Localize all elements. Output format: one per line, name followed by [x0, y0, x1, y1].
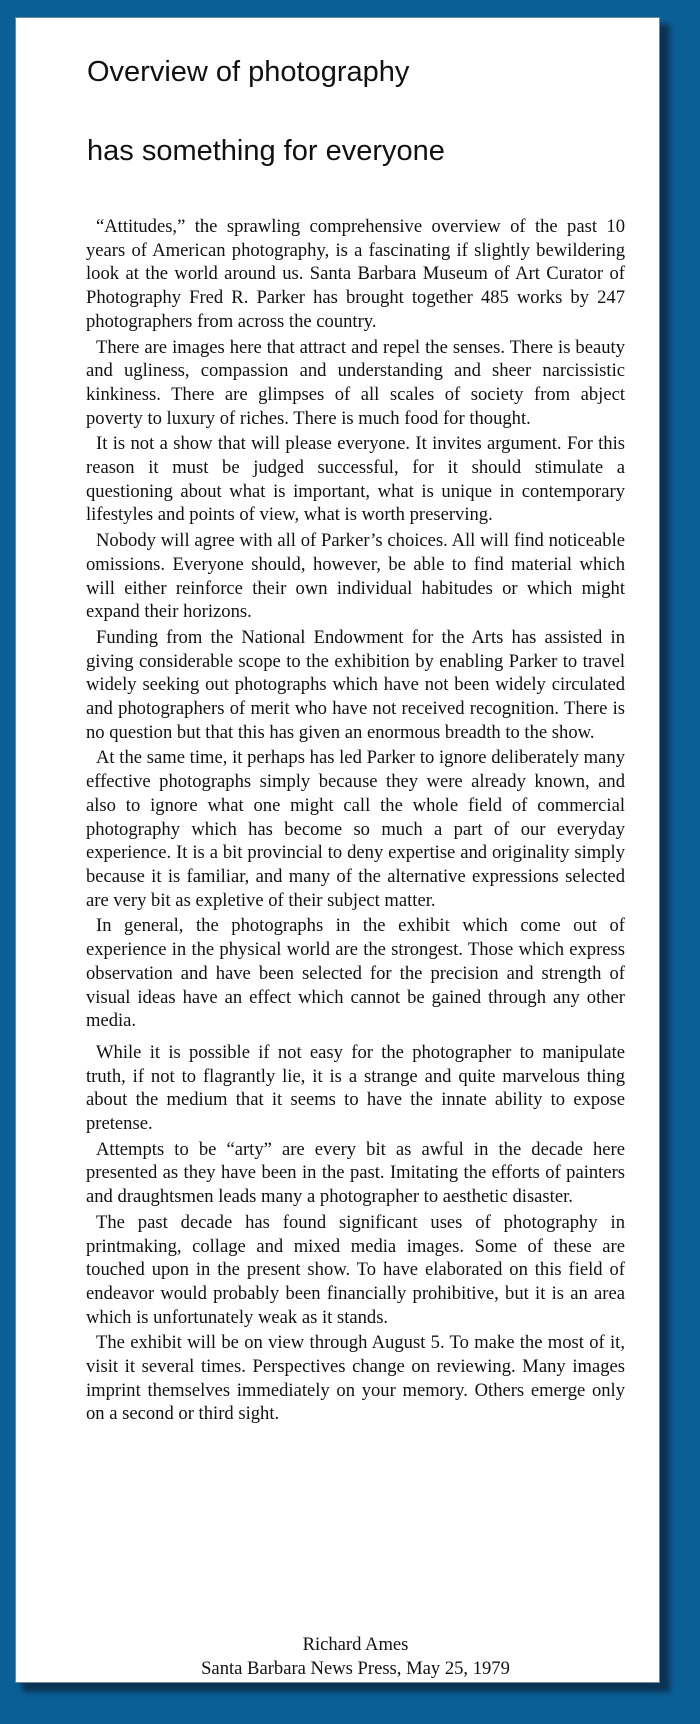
paragraph: “Attitudes,” the sprawling comprehensive overview of the past 10 years of American photography, is a fascinating if slightly bewildering look at the world around us. Santa Barbara Museum of Art Curator of Photography Fred R. Parker has brought together 485 works by 247 photographers from across the country. — [86, 216, 625, 332]
paragraph: At the same time, it perhaps has led Parker to ignore deliberately many effective photographs simply because they were already known, and also to ignore what one might call the whole field of commercial photography which has become so much a part of our everyday experience. It is a bit provincial to deny expertise and originality simply because it is familiar, and many of the alternative expressions selected are very bit as expletive of their subject matter. — [86, 747, 625, 911]
headline-line-2: has something for everyone — [87, 135, 445, 167]
article-page — [15, 17, 660, 1683]
source-citation: Santa Barbara News Press, May 25, 1979 — [201, 1657, 510, 1679]
paragraph: There are images here that attract and repel the senses. There is beauty and ugliness, compassion and understanding and sheer narcissistic kinkiness. There are glimpses of all scales of society from abject poverty to luxury of riches. There is much food for thought. — [86, 336, 625, 429]
article-body — [86, 215, 625, 1428]
paragraph: It is not a show that will please everyone. It invites argument. For this reason it must be judged successful, for it should stimulate a questioning about what is important, what is unique in contemporary lifestyles and points of view, what is worth preserving. — [86, 433, 625, 526]
author-name: Richard Ames — [302, 1634, 409, 1655]
paragraph: Funding from the National Endowment for the Arts has assisted in giving considerable scope to the exhibition by enabling Parker to travel widely seeking out photographs which have not been widely circulated and photographers of merit who have not received recognition. There is no question but that this has given an enormous breadth to the show. — [86, 626, 625, 743]
paragraph: In general, the photographs in the exhibit which come out of experience in the physical world are the strongest. Those which express observation and have been selected for the precision and strength of visual ideas have an effect which cannot be gained through any other media. — [86, 915, 625, 1032]
paragraph: Nobody will agree with all of Parker’s choices. All will find noticeable omissions. Everyone should, however, be able to find material which will either reinforce their own individual habitudes or which might expand their horizons. — [86, 530, 625, 623]
paragraph: The past decade has found significant uses of photography in printmaking, collage and mixed media images. Some of these are touched upon in the present show. To have elaborated on this field of endeavor would probably been financially prohibitive, but it is an area which is unfortunately weak as it stands. — [86, 1211, 625, 1328]
paragraph: Attempts to be “arty” are every bit as awful in the decade here presented as they have been in the past. Imitating the efforts of painters and draughtsmen leads many a photographer to aesthetic disaster. — [86, 1138, 625, 1208]
headline-line-1: Overview of photography — [87, 56, 410, 88]
paragraph: While it is possible if not easy for the photographer to manipulate truth, if not to flagrantly lie, it is a strange and quite marvelous thing about the medium that it seems to have the innate ability to expose pretense. — [86, 1041, 625, 1135]
paragraph: The exhibit will be on view through August 5. To make the most of it, visit it several times. Perspectives change on reviewing. Many images imprint themselves immediately on your memory. Others emerge only on a second or third sight. — [86, 1332, 625, 1425]
byline — [86, 1633, 625, 1680]
